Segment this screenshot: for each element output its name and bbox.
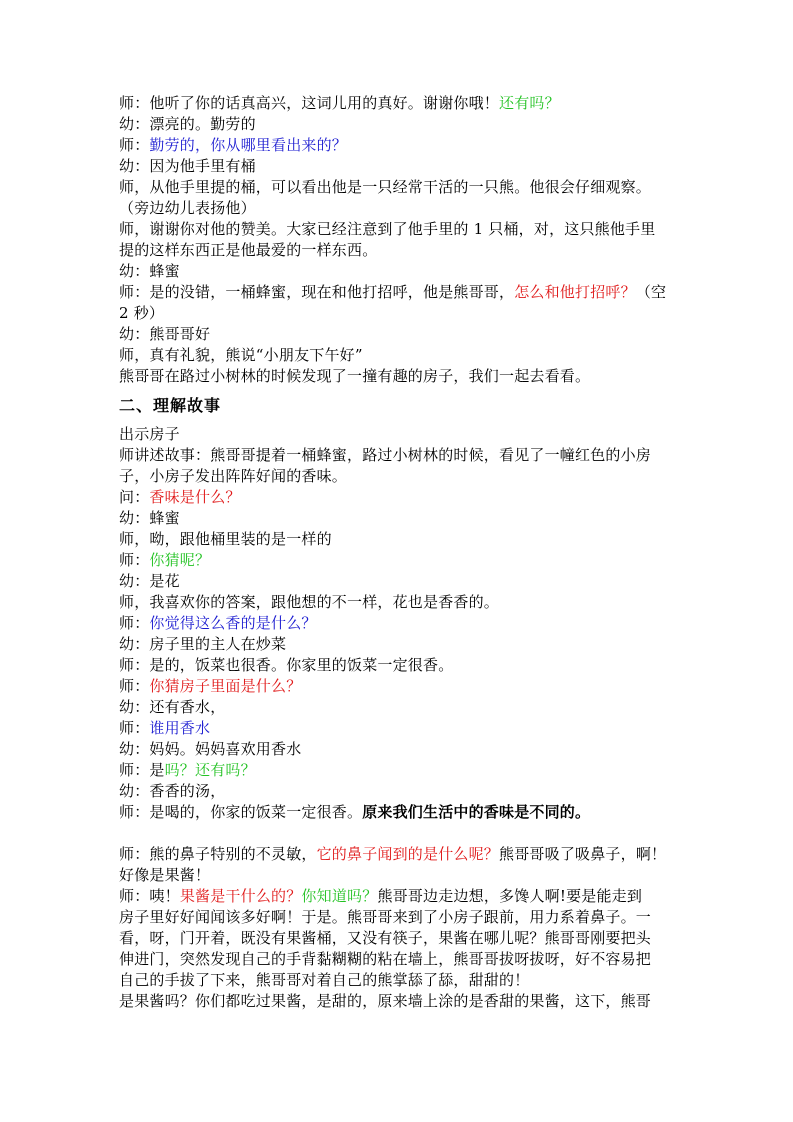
text-run: 师：熊的鼻子特别的不灵敏，: [119, 845, 317, 863]
text-line: [119, 282, 679, 303]
text-run: 好像是果酱！: [119, 866, 211, 884]
text-line: [119, 802, 679, 823]
text-run: 师：: [119, 677, 150, 695]
text-run: 你觉得这么香的是什么？: [149, 614, 317, 632]
text-run: 是果酱吗？你们都吃过果酱，是甜的，原来墙上涂的是香甜的果酱，这下，熊哥: [119, 992, 652, 1010]
text-run: 幼：熊哥哥好: [119, 325, 211, 343]
text-run: 幼：漂亮的。勤劳的: [119, 115, 256, 133]
text-line: [119, 135, 679, 156]
text-run: 师，我喜欢你的答案，跟他想的不一样，花也是香香的。: [119, 593, 500, 611]
text-line: [119, 303, 679, 324]
text-line: [119, 571, 679, 592]
text-run: 师：咦！: [119, 887, 180, 905]
document-page: [119, 93, 679, 1012]
text-run: 看，呀，门开着，既没有果酱桶，又没有筷子，果酱在哪儿呢？熊哥哥刚要把头: [119, 929, 652, 947]
text-line: [119, 949, 679, 970]
text-run: 师讲述故事：熊哥哥提着一桶蜂蜜，路过小树林的时候，看见了一幢红色的小房: [119, 446, 652, 464]
text-run: 师：: [119, 551, 150, 569]
text-line: [119, 676, 679, 697]
text-run: 果酱是干什么的？: [179, 887, 302, 905]
text-run: 还有吗？: [499, 94, 560, 112]
text-run: 幼：香香的汤，: [119, 782, 226, 800]
text-run: 师：: [119, 614, 150, 632]
text-line: [119, 592, 679, 613]
text-run: 师，真有礼貌，熊说“小朋友下午好”: [119, 346, 363, 364]
dialogue-section-2: [119, 424, 679, 823]
text-line: [119, 529, 679, 550]
dialogue-section-3: [119, 844, 679, 1012]
text-line: [119, 865, 679, 886]
text-line: [119, 991, 679, 1012]
text-run: 自己的手拔了下来，熊哥哥对着自己的熊掌舔了舔，甜甜的！: [119, 971, 530, 989]
text-line: [119, 93, 679, 114]
text-run: 谁用香水: [149, 719, 211, 737]
text-line: [119, 487, 679, 508]
text-line: [119, 156, 679, 177]
text-run: 你知道吗？: [301, 887, 378, 905]
text-line: [119, 366, 679, 387]
text-run: 香味是什么？: [149, 488, 241, 506]
text-line: [119, 739, 679, 760]
text-run: 伸进门，突然发现自己的手背黏糊糊的粘在墙上，熊哥哥拔呀拔呀，好不容易把: [119, 950, 652, 968]
text-line: [119, 718, 679, 739]
text-line: [119, 345, 679, 366]
text-run: 子，小房子发出阵阵好闻的香味。: [119, 467, 348, 485]
text-run: 吗？还有吗？: [164, 761, 256, 779]
text-line: [119, 445, 679, 466]
text-line: [119, 240, 679, 261]
text-line: [119, 324, 679, 345]
text-line: [119, 655, 679, 676]
text-line: [119, 907, 679, 928]
text-line: [119, 177, 679, 198]
text-run: 你猜房子里面是什么？: [149, 677, 302, 695]
text-run: 幼：还有香水，: [119, 698, 226, 716]
text-run: 师：是的没错，一桶蜂蜜，现在和他打招呼，他是熊哥哥，: [119, 283, 515, 301]
text-run: 师：他听了你的话真高兴，这词儿用的真好。谢谢你哦！: [119, 94, 500, 112]
text-run: 熊哥哥边走边想，多馋人啊!要是能走到: [377, 887, 643, 905]
text-line: [119, 970, 679, 991]
text-line: [119, 424, 679, 445]
text-line: [119, 508, 679, 529]
text-run: 问：: [119, 488, 150, 506]
section-heading: 二、理解故事: [119, 396, 222, 415]
text-line: [119, 928, 679, 949]
text-run: 师：是喝的，你家的饭菜一定很香。: [119, 803, 363, 821]
text-run: 出示房子: [119, 425, 180, 443]
text-run: 幼：妈妈。妈妈喜欢用香水: [119, 740, 302, 758]
text-run: 师，呦，跟他桶里装的是一样的: [119, 530, 332, 548]
text-run: 熊哥哥在路过小树林的时候发现了一撞有趣的房子，我们一起去看看。: [119, 367, 591, 385]
text-run: 勤劳的，你从哪里看出来的？: [149, 136, 348, 154]
text-run: 提的这样东西正是他最爱的一样东西。: [119, 241, 378, 259]
text-line: [119, 219, 679, 240]
text-line: [119, 550, 679, 571]
text-run: 房子里好好闻闻该多好啊！于是。熊哥哥来到了小房子跟前，用力系着鼻子。一: [119, 908, 652, 926]
text-line: [119, 466, 679, 487]
text-run: 师：: [119, 719, 150, 737]
text-run: （空: [635, 283, 667, 301]
text-run: 幼：是花: [119, 572, 180, 590]
text-line: [119, 634, 679, 655]
text-line: [119, 886, 679, 907]
text-run: 幼：蜂蜜: [119, 509, 180, 527]
text-run: 幼：房子里的主人在炒菜: [119, 635, 287, 653]
text-line: [119, 261, 679, 282]
text-run: 熊哥哥吸了吸鼻子，啊！: [499, 845, 667, 863]
text-run: 原来我们生活中的香味是不同的。: [362, 803, 591, 821]
text-run: 师：: [119, 136, 150, 154]
text-run: 幼：蜂蜜: [119, 262, 180, 280]
text-line: [119, 198, 679, 219]
blank-line: [119, 823, 679, 844]
text-run: 幼：因为他手里有桶: [119, 157, 256, 175]
text-run: 师：是: [119, 761, 165, 779]
text-line: [119, 613, 679, 634]
text-line: [119, 114, 679, 135]
text-run: 师，谢谢你对他的赞美。大家已经注意到了他手里的 1 只桶，对，这只熊他手里: [119, 220, 656, 238]
dialogue-section-1: [119, 93, 679, 387]
text-run: 你猜呢？: [149, 551, 211, 569]
text-run: 师，从他手里提的桶，可以看出他是一只经常干活的一只熊。他很会仔细观察。: [119, 178, 652, 196]
text-line: [119, 697, 679, 718]
text-line: [119, 781, 679, 802]
text-line: [119, 760, 679, 781]
text-line: [119, 844, 679, 865]
text-run: 师：是的，饭菜也很香。你家里的饭菜一定很香。: [119, 656, 454, 674]
text-run: 2 秒）: [119, 304, 165, 322]
text-run: 怎么和他打招呼？: [514, 283, 636, 301]
text-run: （旁边幼儿表扬他）: [119, 199, 256, 217]
text-run: 它的鼻子闻到的是什么呢？: [316, 845, 500, 863]
